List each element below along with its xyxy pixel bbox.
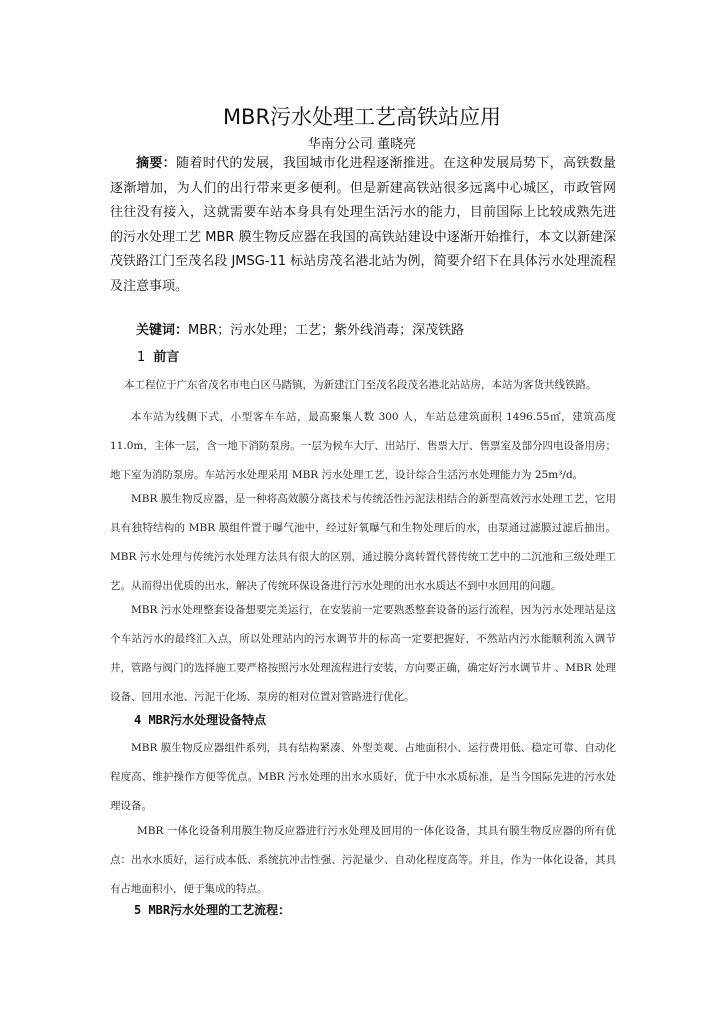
paragraph-mbr-installation: MBR 污水处理整套设备想要完美运行，在安装前一定要熟悉整套设备的运行流程，因为污水处理站是这个车站污水的最终汇入点，所以处理站内的污水调节井的标高一定要把握好，不然站内污水能顺利流入调节井，管路与阀门的选择施工要严格按照污水处理流程进行安装，方向要正确，确定好污水调节井 、MBR 处理设备、回用水池、污泥干化场、泵房的相对位置对管路进行优化。 — [110, 604, 616, 703]
section-title: 前言 — [153, 350, 180, 365]
keywords — [136, 321, 464, 341]
section-number: 1 — [137, 350, 146, 365]
keywords-label: 关键词： — [136, 323, 189, 338]
paragraph-mbr-intro: MBR 膜生物反应器，是一种将高效膜分离技术与传统活性污泥法相结合的新型高效污水处理工艺，它用具有独特结构的 MBR 膜组件置于曝气池中，经过好氧曝气和生物处理后的水，由泵通过滤膜过滤后抽出。MBR 污水处理与传统污水处理方法具有很大的区别，通过膜分离转置代替传统工艺中的二沉池和三级处理工艺。从而得出优质的出水，解决了传统环保设备进行污水处理的出水水质达不到中水回用的问题。 — [110, 493, 616, 592]
paragraph-integrated-equipment: MBR 一体化设备利用膜生物反应器进行污水处理及回用的一体化设备，其具有膜生物反应器的所有优点：出水水质好，运行成本低、系统抗冲击性强、污泥量少、自动化程度高等。并且，作为一体化设备，其具有占地面积小，便于集成的特点。 — [110, 825, 616, 895]
section-heading-preface — [137, 348, 179, 368]
abstract-text: 随着时代的发展，我国城市化进程逐渐推进。在这种发展局势下，高铁数量逐渐增加，为人们的出行带来更多便利。但是新建高铁站很多远离中心城区，市政管网往往没有接入，这就需要车站本身具有处理生活污水的能力，目前国际上比较成熟先进的污水处理工艺 MBR 膜生物反应器在我国的高铁站建设中逐渐开始推行，本文以新建深茂铁路江门至茂名段 JMSG-11 标站房茂名港北站为例，简要介绍下在具体污水处理流程及注意事项。 — [110, 156, 616, 294]
paragraph-station-overview: 本车站为线侧下式，小型客车车站，最高聚集人数 300 人，车站总建筑面积 1496.55㎡，建筑高度 11.0m，主体一层，含一地下消防泵房。一层为候车大厅、出站厅、售票大厅、售票室及部分四电设备用房；地下室为消防泵房。车站污水处理采用 MBR 污水处理工艺，设计综合生活污水处理能力为 25m³/d。 — [110, 411, 616, 481]
document-title: MBR污水处理工艺高铁站应用 — [222, 105, 502, 129]
document-author: 华南分公司 董晓亮 — [307, 137, 417, 152]
paragraph-location: 本工程位于广东省茂名市电白区马踏镇，为新建江门至茂名段茂名港北站站房，本站为客货共线铁路。 — [124, 379, 597, 391]
section-heading-process-flow: 5 MBR污水处理的工艺流程： — [134, 903, 291, 917]
abstract-label: 摘要： — [136, 156, 177, 171]
section-heading-equipment-features: 4 MBR污水处理设备特点 — [134, 713, 267, 727]
abstract — [110, 152, 616, 300]
paragraph-equipment-advantages: MBR 膜生物反应器组件系列，具有结构紧凑、外型美观、占地面积小、运行费用低、稳定可靠、自动化程度高、维护操作方便等优点。MBR 污水处理的出水水质好，优于中水水质标准，是当今国际先进的污水处理设备。 — [110, 742, 616, 812]
keywords-text: MBR；污水处理；工艺；紫外线消毒；深茂铁路 — [188, 323, 465, 338]
